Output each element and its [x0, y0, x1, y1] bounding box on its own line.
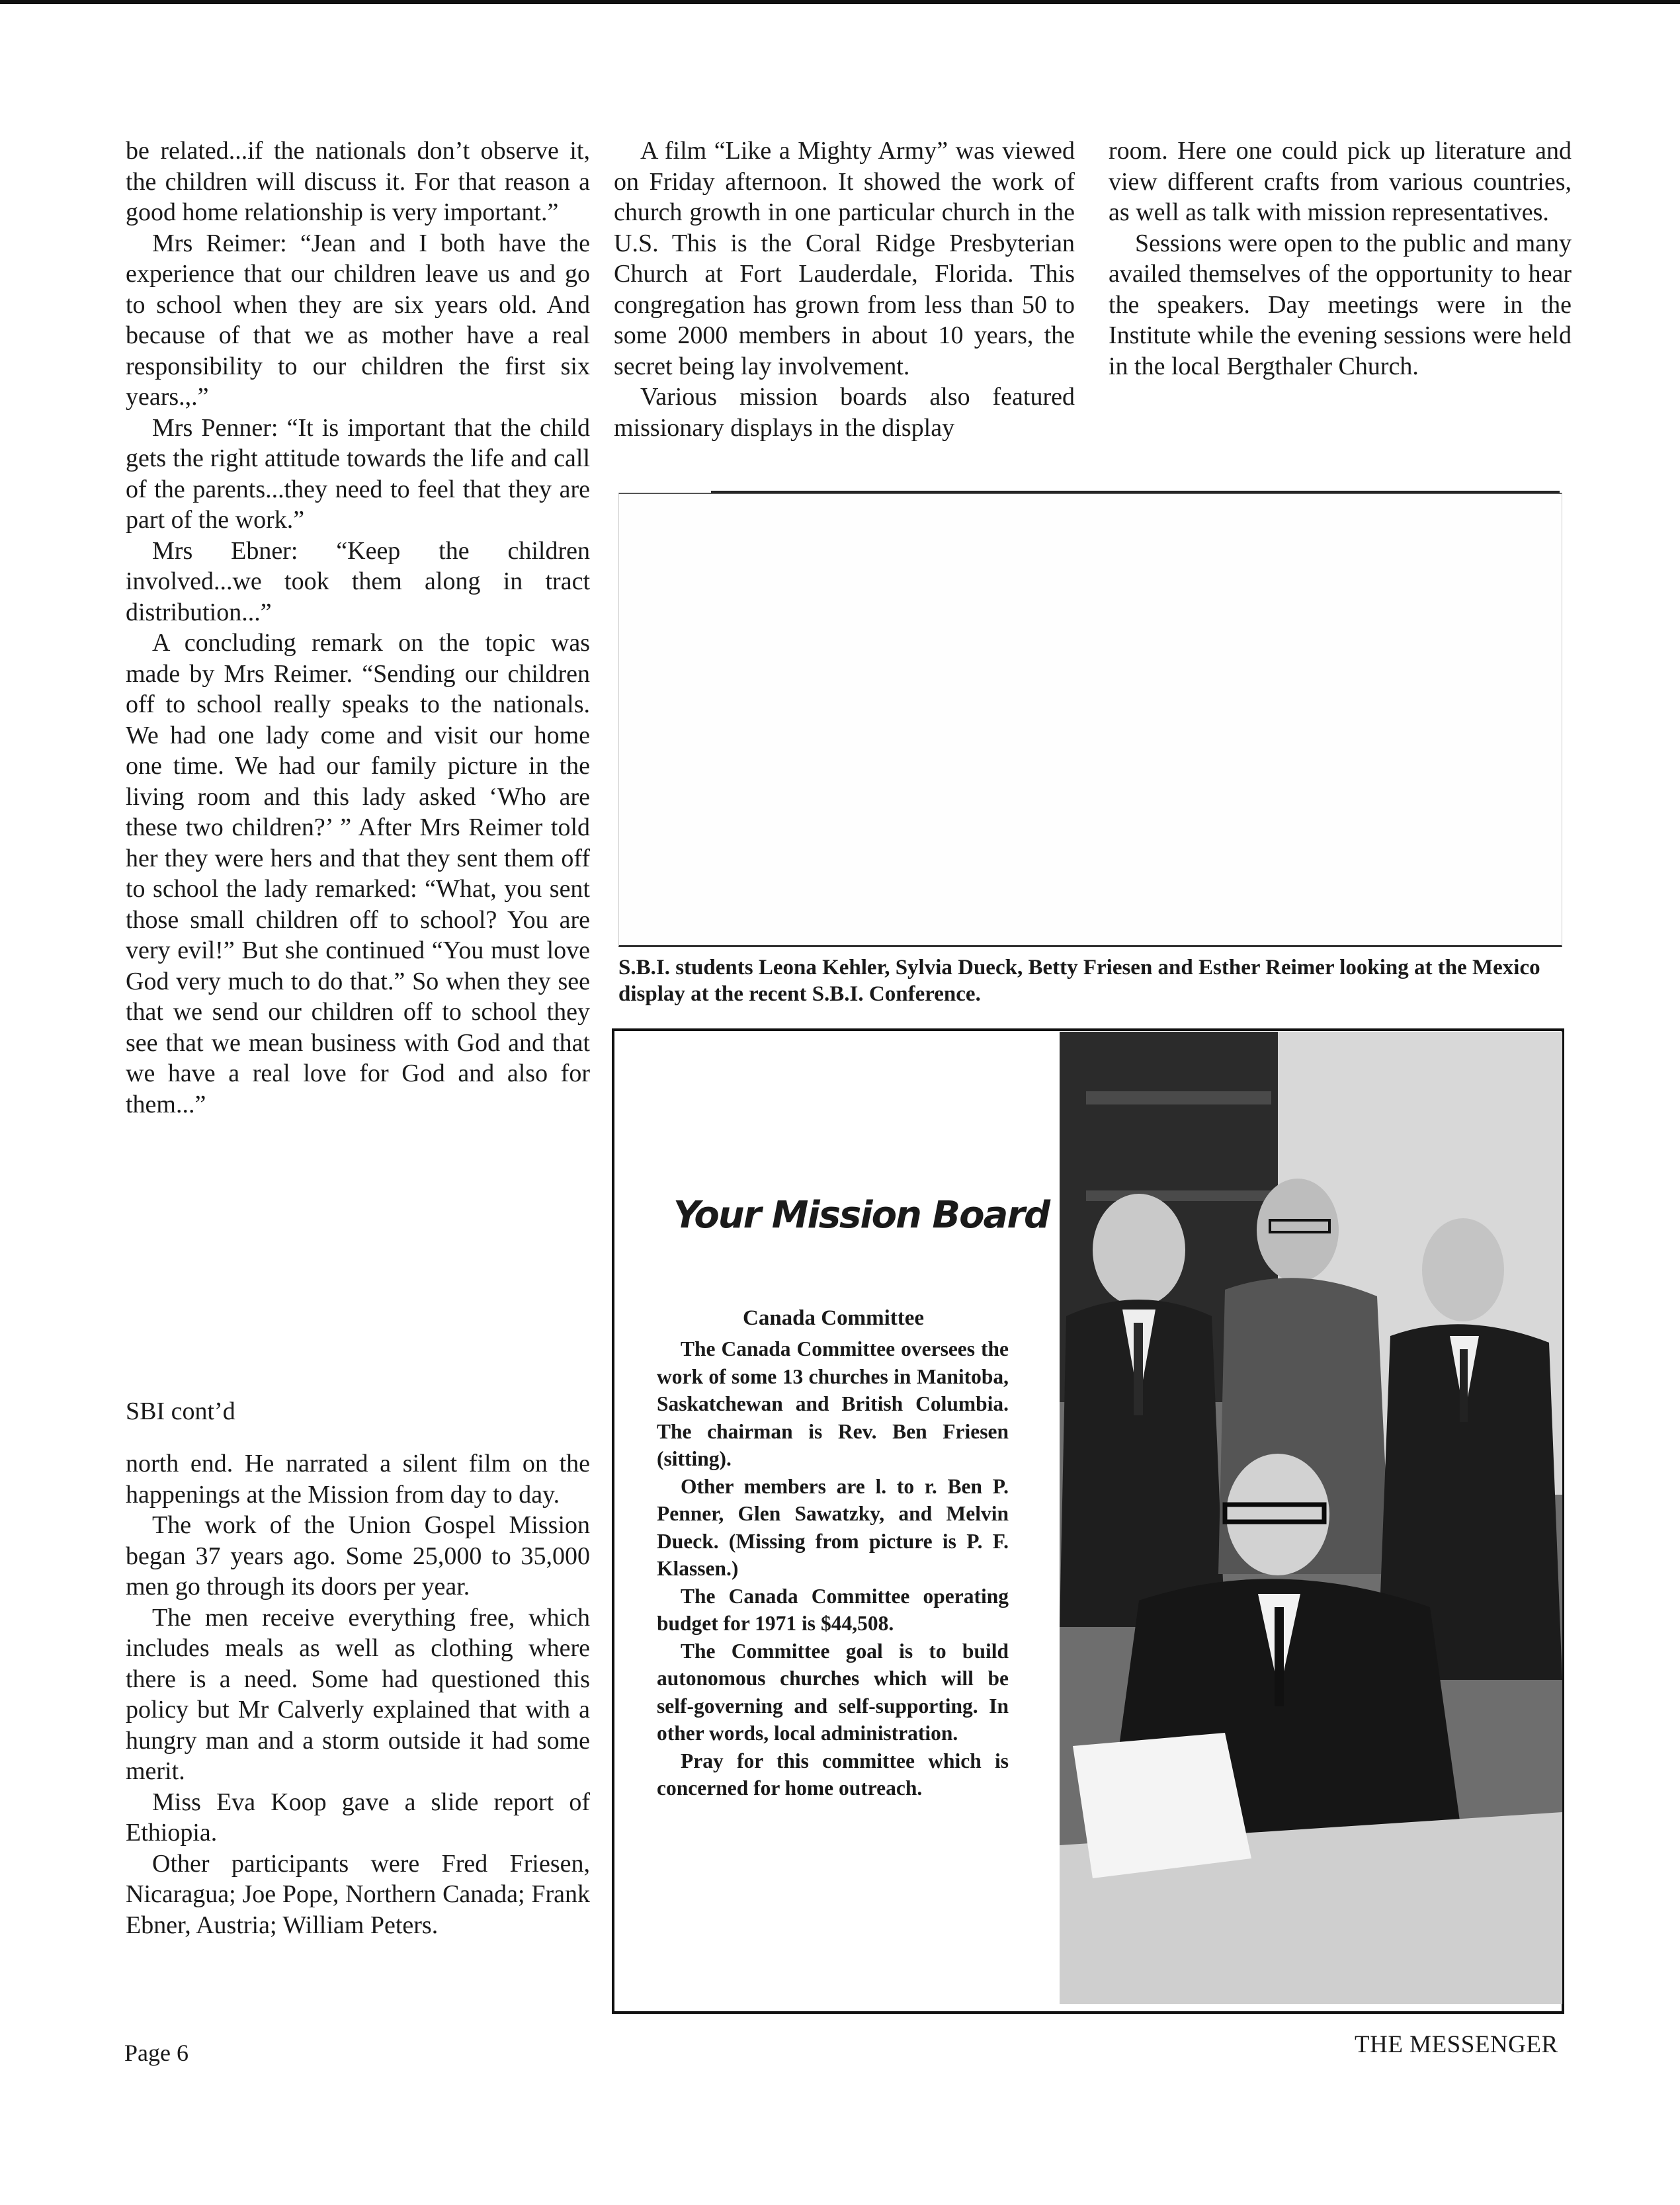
col1-paragraph-3: Mrs Penner: “It is important that the child gets the right attitude towards the life and call of the parents...they need to feel that they are part of the work.”	[126, 413, 590, 534]
col1-paragraph-1: be related...if the nationals don’t observe it, the children will discuss it. For that reason a good home relationship is very important.”	[126, 137, 590, 226]
committee-photo	[1060, 1032, 1562, 2004]
mission-board-text	[657, 1335, 1009, 1802]
mission-board-paragraph-5: Pray for this committee which is concerned for home outreach.	[657, 1749, 1009, 1800]
sbi-continued-heading: SBI cont’d	[126, 1397, 235, 1425]
committee-photo-drawing	[1060, 1032, 1562, 2004]
column-3	[1109, 136, 1572, 382]
column-1-continued	[126, 1448, 590, 1940]
display-photo	[618, 493, 1562, 947]
col2-paragraph-2: Various mission boards also featured missionary displays in the display	[614, 383, 1075, 442]
column-1	[126, 136, 590, 1120]
photo-caption: S.B.I. students Leona Kehler, Sylvia Dueck, Betty Friesen and Esther Reimer looking at the Mexico display at the recent S.B.I. Conference.	[618, 956, 1540, 1006]
col1-paragraph-5: A concluding remark on the topic was made by Mrs Reimer. “Sending our children off to school really speaks to the nationals. We had one lady come and visit our home one time. We had our family picture in the living room and this lady asked ‘Who are these two children?’ ” After Mrs Reimer told her they were hers and that they sent them off to school the lady remarked: “What, you sent those small children off to school? You are very evil!” But she continued “You must love God very much to do that.” So when they see that we send our children off to school they see that we mean business with God and that we have a real love for God and also for them...”	[126, 629, 590, 1118]
col1b-paragraph-5: Other participants were Fred Friesen, Nicaragua; Joe Pope, Northern Canada; Frank Ebner, Austria; William Peters.	[126, 1849, 590, 1939]
mission-board-paragraph-3: The Canada Committee operating budget for 1971 is $44,508.	[657, 1584, 1009, 1635]
mission-board-paragraph-1: The Canada Committee oversees the work of some 13 churches in Manitoba, Saskatchewan and British Columbia. The chairman is Rev. Ben Friesen (sitting).	[657, 1337, 1009, 1470]
col1b-paragraph-3: The men receive everything free, which includes meals as well as clothing where there is a need. Some had questioned this policy but Mr Calverly explained that with a hungry man and a storm outside it had some merit.	[126, 1603, 590, 1785]
mission-board-title: Your Mission Board	[673, 1194, 1050, 1237]
publication-name: THE MESSENGER	[1355, 2031, 1558, 2058]
col1b-paragraph-2: The work of the Union Gospel Mission began 37 years ago. Some 25,000 to 35,000 men go through its doors per year.	[126, 1511, 590, 1601]
top-border-line	[0, 0, 1680, 4]
col3-paragraph-1: room. Here one could pick up literature and view different crafts from various countries, as well as talk with mission representatives.	[1109, 137, 1572, 226]
col1b-paragraph-1: north end. He narrated a silent film on the happenings at the Mission from day to day.	[126, 1450, 590, 1509]
col3-paragraph-2: Sessions were open to the public and many availed themselves of the opportunity to hear the speakers. Day meetings were in the Institute while the evening sessions were held in the local Bergthaler Church.	[1109, 229, 1572, 380]
mission-board-subtitle: Canada Committee	[743, 1306, 925, 1330]
mission-board-paragraph-2: Other members are l. to r. Ben P. Penner, Glen Sawatzky, and Melvin Dueck. (Missing from picture is P. F. Klassen.)	[657, 1474, 1009, 1580]
col1-paragraph-2: Mrs Reimer: “Jean and I both have the experience that our children leave us and go to school when they are six years old. And because of that we as mother have a real responsibility to our children the first six years.,.”	[126, 229, 590, 411]
col2-paragraph-1: A film “Like a Mighty Army” was viewed on Friday afternoon. It showed the work of church growth in one particular church in the U.S. This is the Coral Ridge Presbyterian Church at Fort Lauderdale, Florida. This congregation has grown from less than 50 to some 2000 members in about 10 years, the secret being lay involvement.	[614, 137, 1075, 380]
col1-paragraph-4: Mrs Ebner: “Keep the children involved...we took them along in tract distribution...”	[126, 536, 590, 626]
col1b-paragraph-4: Miss Eva Koop gave a slide report of Ethiopia.	[126, 1788, 590, 1847]
column-2	[614, 136, 1075, 443]
page-number: Page 6	[124, 2040, 189, 2066]
mission-board-paragraph-4: The Committee goal is to build autonomous churches which will be self-governing and self-supporting. In other words, local administration.	[657, 1639, 1009, 1745]
